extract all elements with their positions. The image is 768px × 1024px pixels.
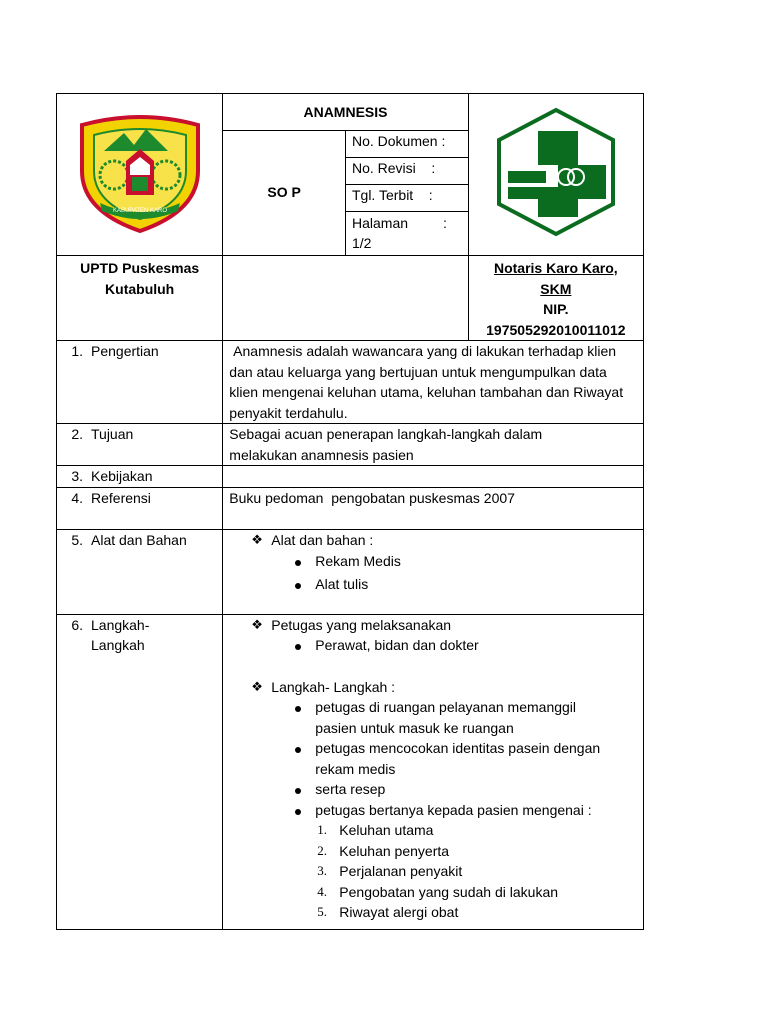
bullet-icon <box>295 747 301 753</box>
section-text-tujuan: Sebagai acuan penerapan langkah-langkah dalam melakukan anamnesis pasien <box>223 424 644 466</box>
meta-no-dokumen: No. Dokumen : <box>345 130 467 157</box>
section-text-referensi: Buku pedoman pengobatan puskesmas 2007 <box>223 487 644 529</box>
nip-number: 197505292010011012 <box>486 321 626 338</box>
list-item: 4. Pengobatan yang sudah di lakukan <box>317 883 559 900</box>
diamond-bullet-icon: ❖ <box>251 531 263 547</box>
section-text-kebijakan <box>223 466 644 488</box>
section-label-kebijakan: 3. Kebijakan <box>57 466 223 488</box>
meta-no-revisi: No. Revisi : <box>345 157 467 184</box>
section-content-langkah <box>223 614 644 929</box>
section-label-pengertian: 1. Pengertian <box>57 341 223 424</box>
bullet-icon <box>295 706 301 712</box>
bullet-icon <box>295 788 301 794</box>
list-item: ❖ Langkah- Langkah : <box>223 677 643 698</box>
regency-emblem-icon <box>74 111 206 233</box>
bullet-icon <box>295 560 301 566</box>
section-label-langkah: 6. Langkah- Langkah <box>57 614 223 929</box>
document-title: ANAMNESIS <box>223 94 467 130</box>
list-item: serta resep <box>223 779 643 800</box>
meta-halaman: Halaman : 1/2 <box>345 211 467 255</box>
list-item: petugas mencocokan identitas pasein dengan rekam medis <box>223 738 643 779</box>
list-item: Alat tulis <box>223 574 643 595</box>
section-text-pengertian: Anamnesis adalah wawancara yang di lakukan terhadap klien dan atau keluarga yang bertujuan untuk mengumpulkan data klien mengenai keluhan utama, keluhan tambahan dan Riwayat penyakit terdahulu. <box>223 341 644 424</box>
sop-document <box>56 93 644 930</box>
meta-tgl-terbit: Tgl. Terbit : <box>345 184 467 211</box>
section-label-alat-bahan: 5. Alat dan Bahan <box>57 529 223 614</box>
head-signature-block <box>468 256 643 341</box>
organization-name: UPTD Puskesmas Kutabuluh <box>57 256 223 341</box>
left-logo-cell <box>57 94 223 256</box>
section-label-tujuan: 2. Tujuan <box>57 424 223 466</box>
list-item: Perawat, bidan dan dokter <box>223 635 643 656</box>
bullet-icon <box>295 809 301 815</box>
list-item: 2. Keluhan penyerta <box>317 842 450 859</box>
list-item: 3. Perjalanan penyakit <box>317 863 463 879</box>
sop-table <box>56 93 644 930</box>
diamond-bullet-icon: ❖ <box>251 678 263 694</box>
section-content-alat-bahan <box>223 529 644 614</box>
list-item: ❖ Petugas yang melaksanakan <box>223 615 643 636</box>
sop-label: SO P <box>267 184 301 201</box>
puskesmas-logo-icon <box>486 107 626 237</box>
org-center-empty <box>223 256 468 341</box>
list-item: Rekam Medis <box>223 551 643 572</box>
head-name: Notaris Karo Karo, <box>493 260 618 276</box>
right-logo-cell <box>468 94 643 256</box>
nip-label: NIP. <box>543 301 569 317</box>
head-title: SKM <box>540 280 572 297</box>
list-item: 5. Riwayat alergi obat <box>317 904 459 920</box>
section-label-referensi: 4. Referensi <box>57 487 223 529</box>
emblem-lettering: KABUPATEN KARO <box>112 207 167 214</box>
list-item: petugas di ruangan pelayanan memanggil pasien untuk masuk ke ruangan <box>223 697 643 738</box>
list-item: ❖ Alat dan bahan : <box>223 530 643 551</box>
bullet-icon <box>295 583 301 589</box>
list-item: 1. Keluhan utama <box>317 822 434 838</box>
header-center-cell <box>223 94 468 256</box>
bullet-icon <box>295 644 301 650</box>
diamond-bullet-icon: ❖ <box>251 616 263 632</box>
list-item: petugas bertanya kepada pasien mengenai : <box>223 800 643 821</box>
